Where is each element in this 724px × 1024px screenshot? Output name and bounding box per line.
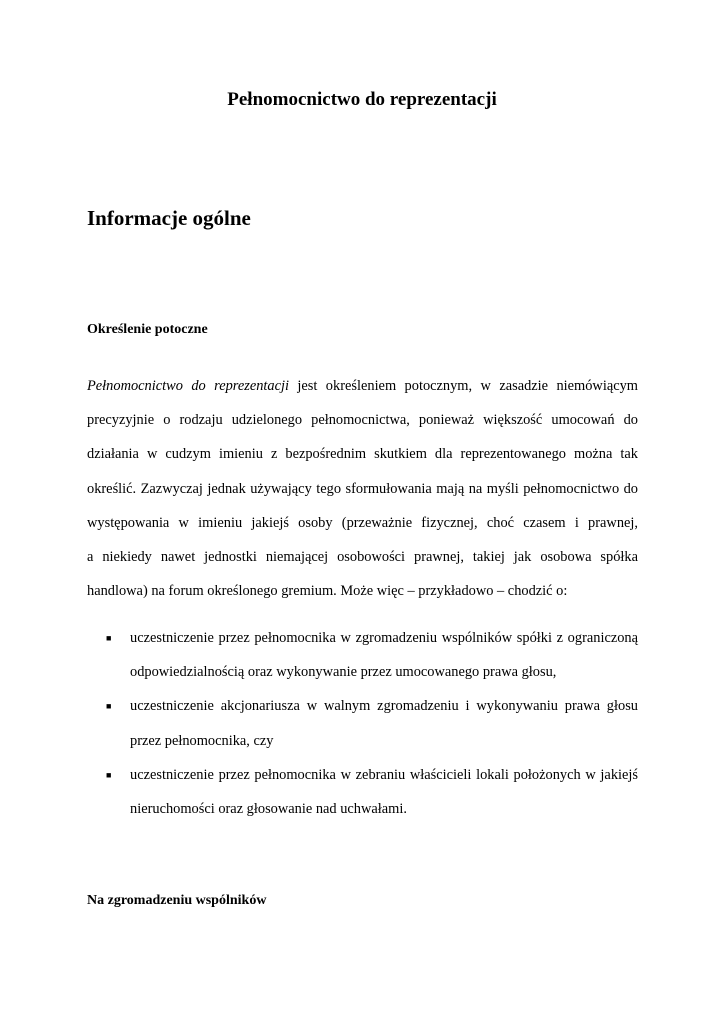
subsection-heading-shareholders-meeting: Na zgromadzeniu wspólników: [87, 893, 267, 908]
paragraph-line: precyzyjnie o rodzaju udzielonego pełnomocnictwa, ponieważ większość umocowań do: [87, 412, 638, 429]
list-item-text: [130, 689, 638, 757]
italic-term: Pełnomocnictwo do reprezentacji: [87, 378, 289, 394]
bullet-list: [87, 621, 638, 826]
list-item-line: nieruchomości oraz głosowanie nad uchwałami.: [130, 801, 407, 818]
paragraph-line: handlowa) na forum określonego gremium. Może więc – przykładowo – chodzić o:: [87, 583, 568, 600]
section-heading: Informacje ogólne: [87, 206, 251, 230]
list-item: [87, 758, 638, 826]
paragraph-line: działania w cudzym imieniu z bezpośrednim skutkiem dla reprezentowanego można tak: [87, 446, 638, 463]
list-item-text: [130, 758, 638, 826]
list-item-line: odpowiedzialnością oraz wykonywanie przez umocowanego prawa głosu,: [130, 664, 557, 681]
paragraph-line: [87, 369, 638, 403]
square-bullet-icon: ■: [106, 701, 112, 712]
paragraph-line: występowania w imieniu jakiejś osoby (przeważnie fizycznej, choć czasem i prawnej,: [87, 514, 638, 531]
square-bullet-icon: ■: [106, 633, 112, 643]
square-bullet-icon: ■: [106, 769, 112, 780]
list-item-text: [130, 621, 638, 689]
list-item: [87, 689, 638, 757]
document-title: Pełnomocnictwo do reprezentacji: [227, 89, 497, 110]
list-item-line: uczestniczenie przez pełnomocnika w zgromadzeniu wspólników spółki z ograniczoną: [130, 630, 638, 646]
body-paragraph: [87, 369, 638, 608]
paragraph-line: a niekiedy nawet jednostki niemającej osobowości prawnej, takiej jak osobowa spółka: [87, 549, 638, 566]
list-item-line: uczestniczenie akcjonariusza w walnym zgromadzeniu i wykonywaniu prawa głosu: [130, 698, 638, 715]
list-item-line: uczestniczenie przez pełnomocnika w zebraniu właścicieli lokali położonych w jakiejś: [130, 766, 638, 783]
subsection-heading-colloquial: Określenie potoczne: [87, 322, 208, 337]
list-item-line: przez pełnomocnika, czy: [130, 732, 274, 749]
paragraph-line-text: jest określeniem potocznym, w zasadzie niemówiącym: [289, 378, 638, 394]
paragraph-line: określić. Zazwyczaj jednak używający tego sformułowania mają na myśli pełnomocnictwo do: [87, 480, 638, 497]
list-item: [87, 621, 638, 689]
